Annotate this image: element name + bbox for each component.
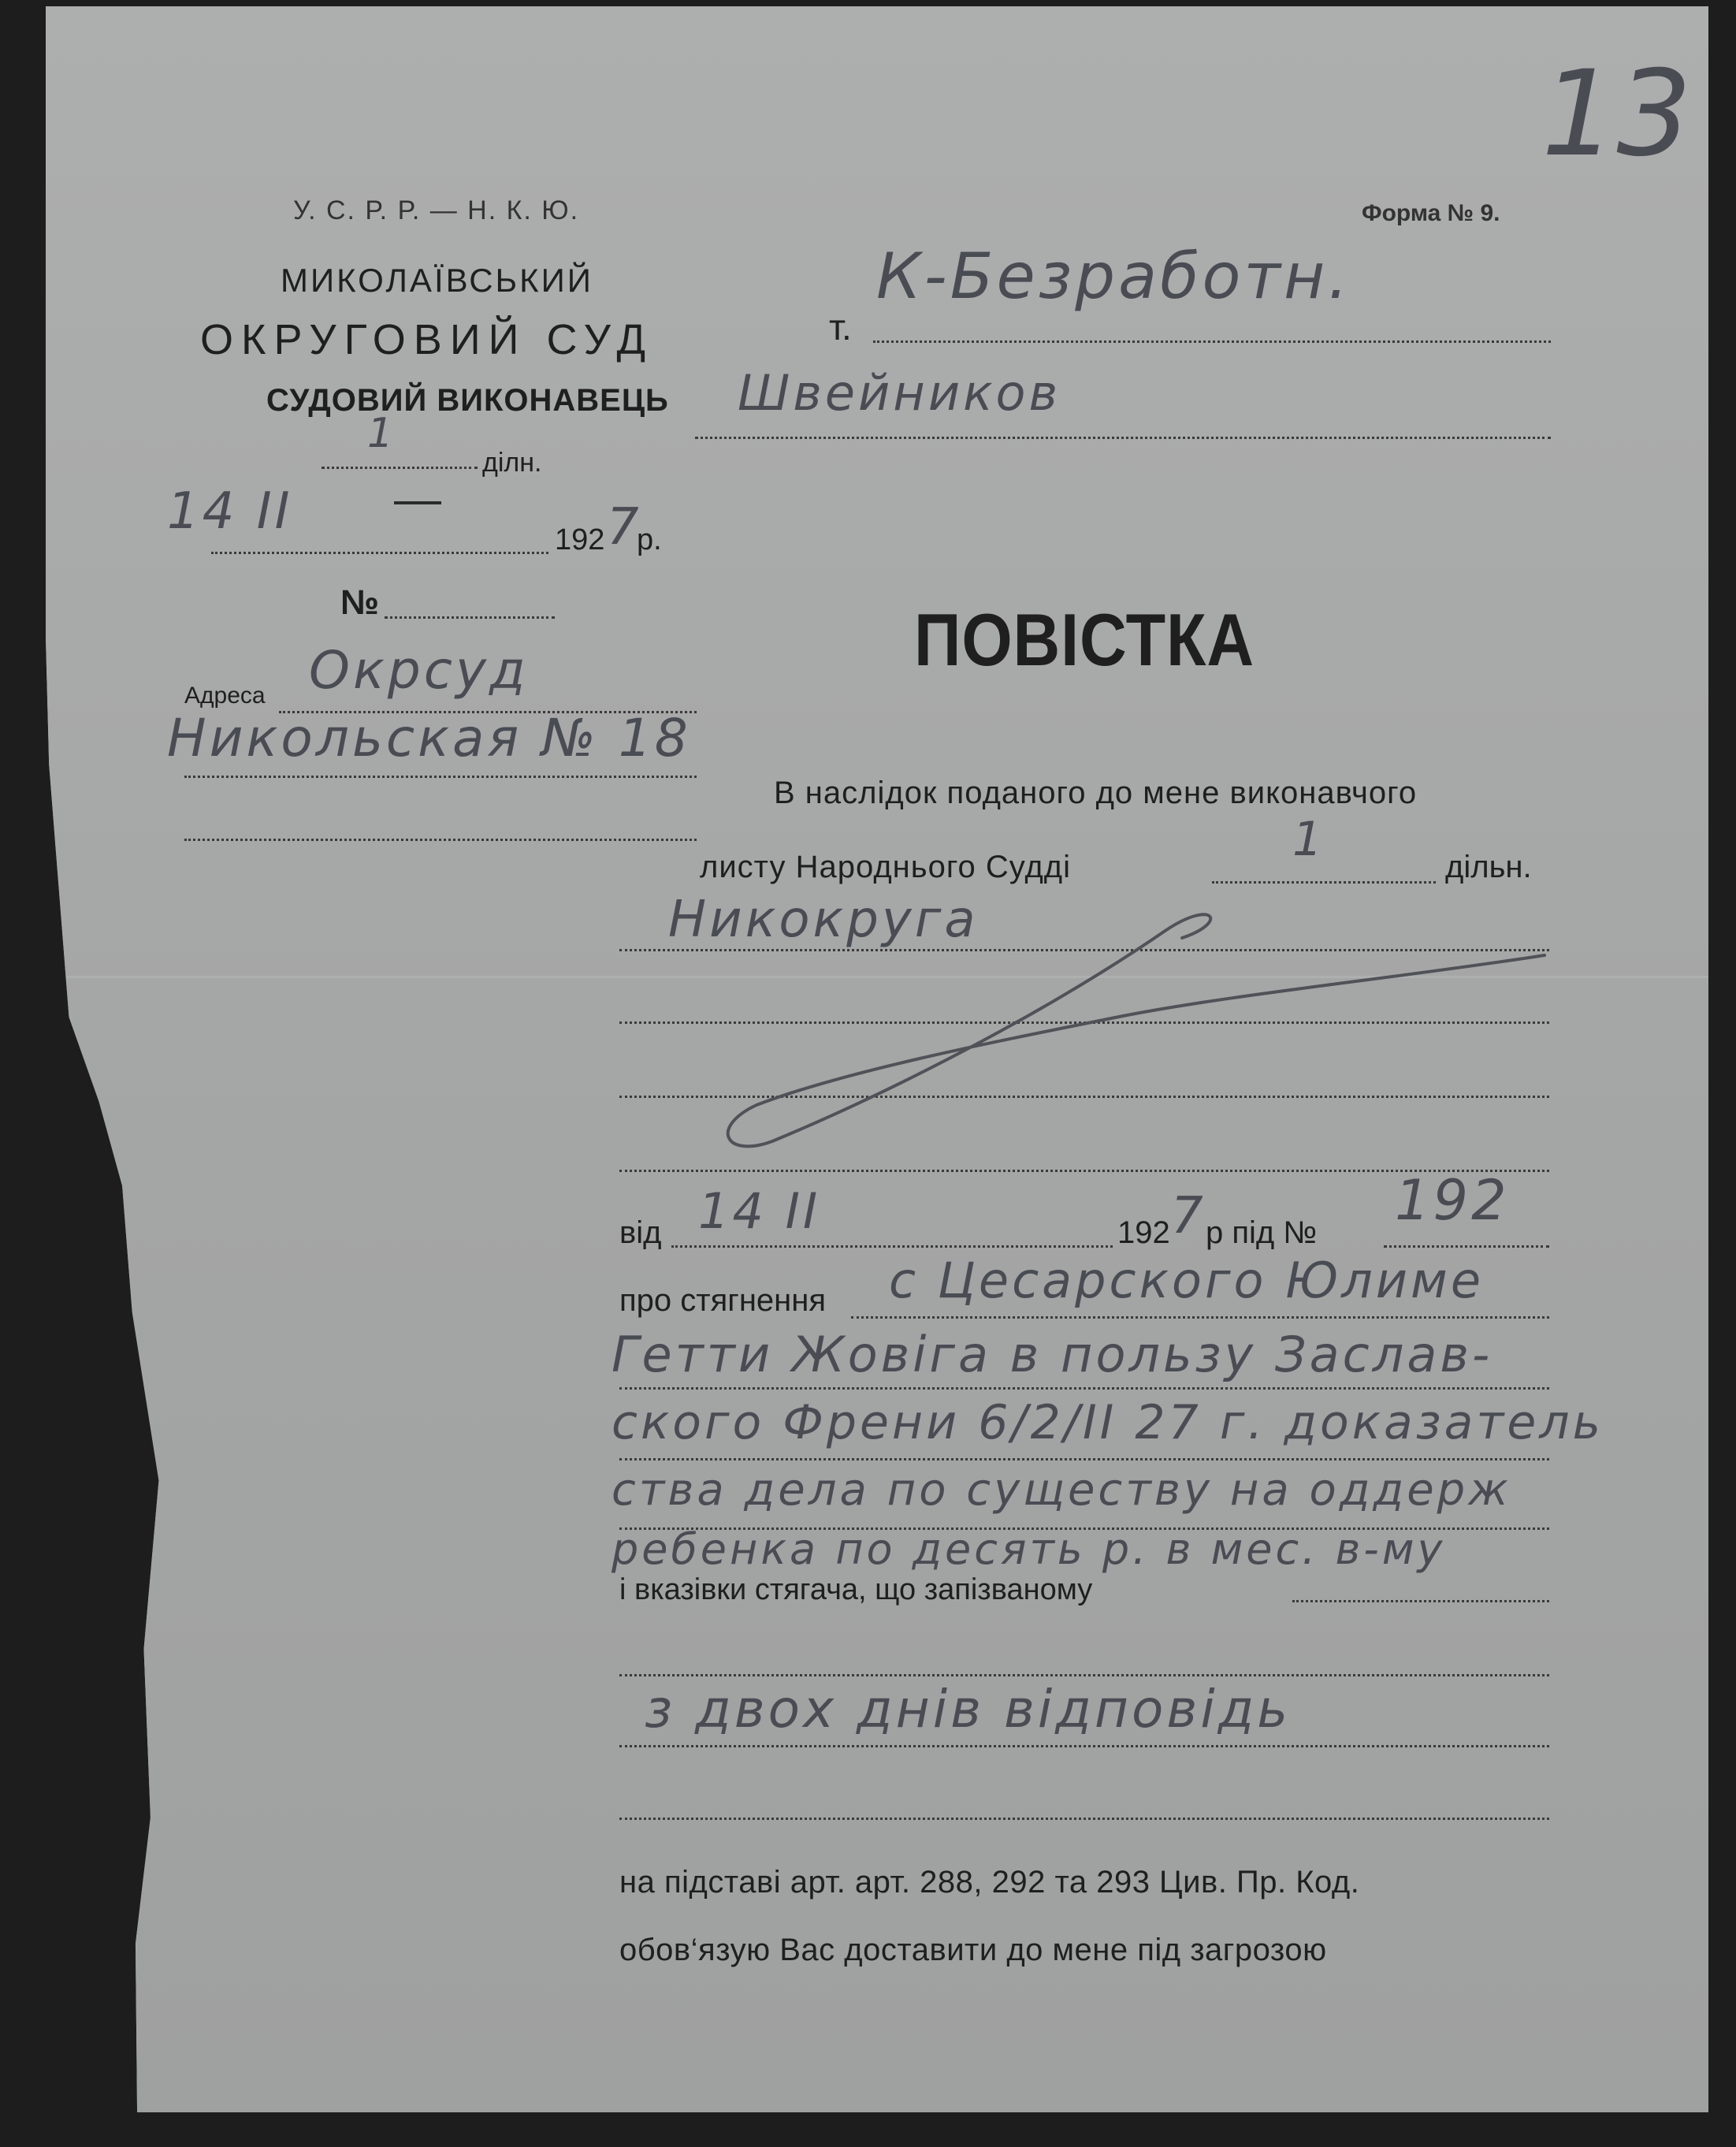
handwritten-judge-district: 1 [1292,812,1326,867]
from-date-dotted-line [671,1245,1113,1248]
handwritten-case-number: 192 [1395,1168,1510,1233]
year-suffix: р. [637,523,662,556]
handwritten-directive-line: з двох днів відповідь [645,1679,1292,1740]
claim-dotted-line1 [851,1316,1549,1319]
handwritten-page-number: 13 [1541,46,1692,183]
handwritten-district-no: 1 [367,410,397,457]
court-name-line1: МИКОЛАЇВСЬКИЙ [281,262,593,299]
handwritten-claim-line1: с Цесарского Юлиме [889,1252,1484,1309]
form-label: Форма № 9. [1362,200,1500,226]
court-name-line3: СУДОВИЙ ВИКОНАВЕЦЬ [266,383,669,418]
court-name-line2: ОКРУГОВИЙ СУД [200,316,654,363]
from-label: від [619,1215,662,1250]
claim-label: про стягнення [619,1283,827,1318]
org-line: У. С. Р. Р. — Н. К. Ю. [293,195,580,225]
case-number-dotted-line [1384,1245,1549,1248]
handwritten-address-line2: Никольская № 18 [167,708,691,768]
handwritten-recipient-line1: К-Безработн. [876,240,1351,313]
directive-dotted-line1 [1292,1600,1549,1602]
footer-line2: обов‘язую Вас доставити до мене під загрозою [619,1933,1327,1967]
handwritten-claim-line5: ребенка по десять р. в мес. в-му [612,1524,1446,1574]
recipient-prefix: т. [829,307,852,348]
directive-dotted-line2 [619,1674,1549,1676]
number-sign: № [340,583,380,622]
handwritten-year-digit: 7 [607,498,642,556]
directive-dotted-line3 [619,1745,1549,1747]
from-year-suffix: р під № [1206,1215,1318,1250]
address-label: Адреса [184,683,266,709]
handwritten-address-line1: Окрсуд [309,640,529,701]
document-title: ПОВІСТКА [914,598,1255,681]
year-prefix: 192 [555,523,605,556]
handwritten-claim-line3: ского Френи 6/2/II 27 г. доказатель [612,1395,1604,1450]
claim-dotted-line2 [619,1387,1549,1390]
handwritten-from-date: 14 II [698,1182,821,1240]
handwritten-recipient-line2: Швейников [738,364,1061,422]
directive-label: і вказівки стягача, що запізваному [619,1573,1093,1606]
claim-dotted-line3 [619,1458,1549,1460]
body-line2a: листу Народнього Судді [700,850,1072,884]
directive-dotted-line4 [619,1818,1549,1820]
body-line2b: дільн. [1445,850,1532,884]
handwritten-claim-line2: Гетти Жовіга в пользу Заслав- [612,1326,1493,1383]
handwritten-claim-line4: ства дела по существу на оддерж [612,1464,1511,1516]
from-year-prefix: 192 [1117,1215,1170,1250]
body-line1: В наслідок поданого до мене виконавчого [774,776,1418,810]
handwritten-from-year-digit: 7 [1171,1187,1206,1245]
footer-line1: на підставі арт. арт. 288, 292 та 293 Цив. Пр. Код. [619,1865,1360,1900]
handwritten-date: 14 II [167,482,293,541]
district-suffix: ділн. [482,448,542,478]
handwritten-judge-name: Никокруга [668,891,979,949]
